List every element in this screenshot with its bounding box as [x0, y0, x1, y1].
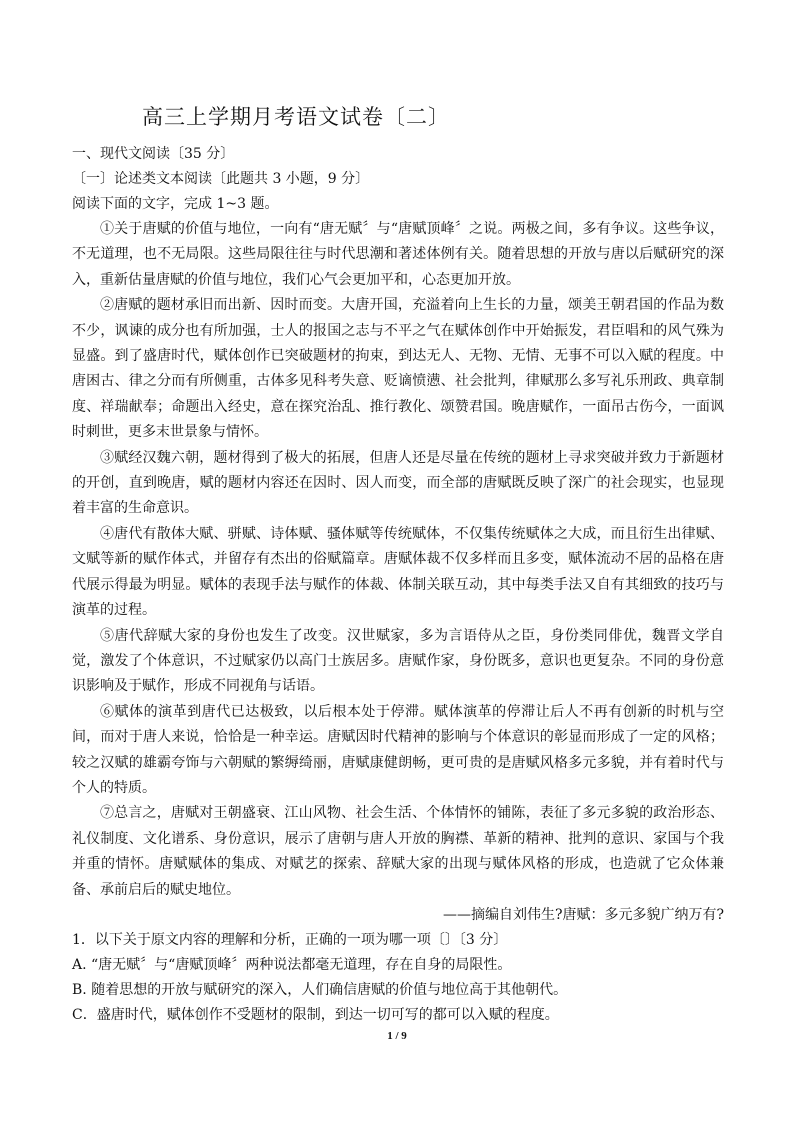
paragraph-7: ⑦总言之，唐赋对王朝盛衰、江山风物、社会生活、个体情怀的铺陈，表征了多元多貌的政治形态、礼仪制度、文化谱系、身份意识，展示了唐朝与唐人开放的胸襟、革新的精神、批判的意识、家国与个我并重的情怀。唐赋赋体的集成、对赋艺的探索、辞赋大家的出现与赋体风格的形成，也造就了它众体兼备、承前启后的赋史地位。 — [72, 805, 724, 898]
paragraph-2: ②唐赋的题材承旧而出新、因时而变。大唐开国，充溢着向上生长的力量，颂美王朝君国的作品为数不少，讽谏的成分也有所加强，士人的报国之志与不平之气在赋体创作中开始振发，君臣唱和的风气殊为显盛。到了盛唐时代，赋体创作已突破题材的拘束，到达无人、无物、无情、无事不可以入赋的程度。中唐困古、律之分而有所侧重，古体多见科考失意、贬谪愤懑、社会批判，律赋那么多写礼乐刑政、典章制度、祥瑞献奉；命题出入经史，意在探究治乱、推行教化、颂赞君国。晚唐赋作，一面吊古伤今，一面讽时刺世，更多末世景象与情怀。 — [72, 297, 724, 441]
option-a: A. “唐无赋〞与“唐赋顶峰〞两种说法都毫无道理，存在自身的局限性。 — [72, 956, 512, 973]
paragraph-1: ①关于唐赋的价值与地位，一向有“唐无赋〞与“唐赋顶峰〞之说。两极之间，多有争议。这些争议，不无道理，也不无局限。这些局限往往与时代思潮和著述体例有关。随着思想的开放与唐以后赋研究的深入，重新估量唐赋的价值与地位，我们心气会更加平和，心态更加开放。 — [72, 221, 724, 288]
paragraph-4: ④唐代有散体大赋、骈赋、诗体赋、骚体赋等传统赋体，不仅集传统赋体之大成，而且衍生出律赋、文赋等新的赋作体式，并留存有杰出的俗赋篇章。唐赋体裁不仅多样而且多变，赋体流动不居的品格在唐代展示得最为明显。赋体的表现手法与赋作的体裁、体制关联互动，其中每类手法又自有其细致的技巧与演革的过程。 — [72, 525, 724, 619]
paragraph-5: ⑤唐代辞赋大家的身份也发生了改变。汉世赋家，多为言语侍从之臣，身份类同俳优，魏晋文学自觉，激发了个体意识，不过赋家仍以高门士族居多。唐赋作家，身份既多，意识也更复杂。不同的身份意识影响及于赋作，形成不同视角与话语。 — [72, 627, 724, 695]
option-b: B. 随着思想的开放与赋研究的深入，人们确信唐赋的价值与地位高于其他朝代。 — [72, 981, 568, 998]
question-stem: 1．以下关于原文内容的理解和分析，正确的一项为哪一项〔〕〔3 分〕 — [72, 931, 508, 948]
reading-instruction: 阅读下面的文字，完成 1~3 题。 — [72, 196, 279, 212]
page-number: 1 / 9 — [387, 1030, 407, 1042]
option-c: C．盛唐时代，赋体创作不受题材的限制，到达一切可写的都可以入赋的程度。 — [72, 1006, 559, 1023]
section-heading: 一、现代文阅读〔35 分〕 — [72, 146, 235, 162]
paragraph-6: ⑥赋体的演革到唐代已达极致，以后根本处于停滞。赋体演革的停滞让后人不再有创新的时机与空间，而对于唐人来说，恰恰是一种幸运。唐赋因时代精神的影响与个体意识的彰显而形成了一定的风格；较之汉赋的雄霸夸饰与六朝赋的繁缛绮丽，唐赋康健朗畅，更可贵的是唐赋风格多元多貌，并有着时代与个人的特质。 — [72, 703, 724, 796]
exam-content — [72, 142, 724, 1028]
subsection-heading: 〔一〕论述类文本阅读〔此题共 3 小题，9 分〕 — [72, 171, 370, 187]
paragraph-3: ③赋经汉魏六朝，题材得到了极大的拓展，但唐人还是尽量在传统的题材上寻求突破并致力于新题材的开创，直到晚唐，赋的题材内容还在因时、因人而变，而全部的唐赋既反映了深广的社会现实，也显现着丰富的生命意识。 — [72, 449, 724, 517]
source-citation: ——摘编自刘伟生?唐赋：多元多貌广纳万有? — [442, 906, 724, 923]
page-title: 高三上学期月考语文试卷〔二〕 — [142, 105, 450, 129]
